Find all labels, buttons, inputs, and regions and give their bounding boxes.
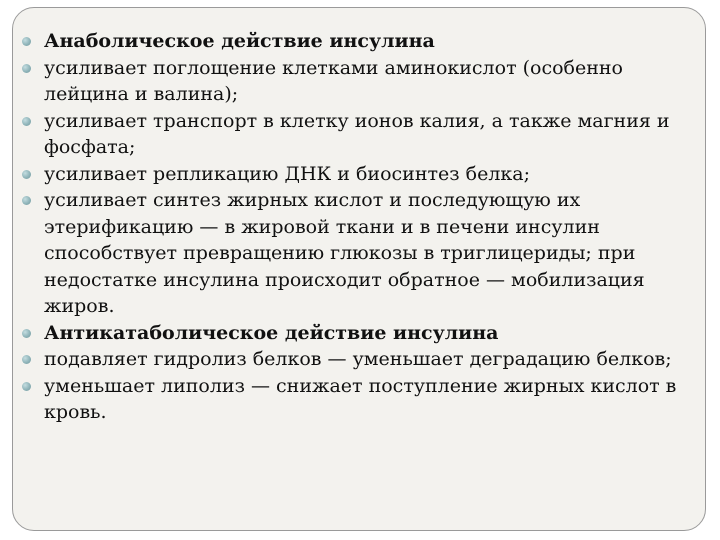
list-item [20, 55, 704, 108]
list-item [20, 373, 704, 426]
list-item-heading-anabolic [20, 28, 704, 55]
round-bullet-icon [22, 196, 31, 205]
round-bullet-icon [22, 355, 31, 364]
item-text: Антикатаболическое действие инсулина [44, 321, 499, 344]
list-item-heading-anticatabolic [20, 320, 704, 347]
item-text: уменьшает липолиз — снижает поступление жирных кислот в кровь. [44, 374, 677, 423]
round-bullet-icon [22, 329, 31, 338]
item-text: усиливает репликацию ДНК и биосинтез белка; [44, 162, 530, 185]
list-item [20, 161, 704, 188]
bullet-list [20, 28, 704, 426]
item-text: усиливает поглощение клетками аминокислот (особенно лейцина и валина); [44, 56, 623, 105]
item-text: подавляет гидролиз белков — уменьшает деградацию белков; [44, 348, 672, 370]
round-bullet-icon [22, 37, 31, 46]
item-text: Анаболическое действие инсулина [44, 30, 435, 52]
round-bullet-icon [22, 382, 31, 391]
round-bullet-icon [22, 64, 31, 73]
list-item [20, 187, 704, 320]
round-bullet-icon [22, 117, 31, 126]
item-text: усиливает синтез жирных кислот и последующую их этерификацию — в жировой ткани и в печени инсулин способствует превращению глюкозы в триглицериды; при недостатке инсулина происходит обратное — мобилизация жиров. [44, 189, 645, 317]
list-item [20, 346, 704, 373]
item-text: усиливает транспорт в клетку ионов калия, а также магния и фосфата; [44, 109, 670, 158]
list-item [20, 108, 704, 161]
round-bullet-icon [22, 170, 31, 179]
